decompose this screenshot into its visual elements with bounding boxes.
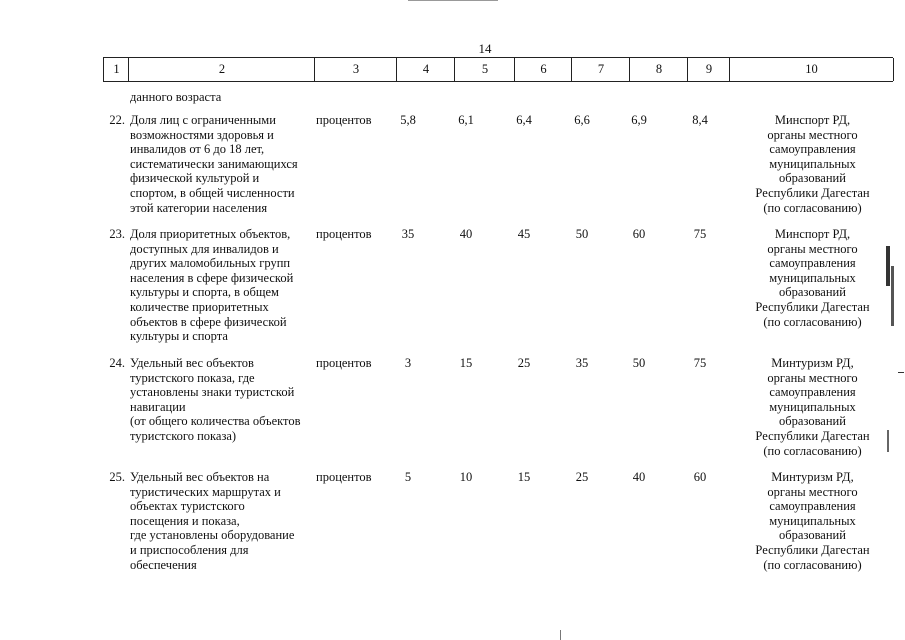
row-number: 25. [109,470,125,484]
header-col-4: 4 [396,58,455,81]
scan-artifact [898,372,904,373]
scan-artifact [887,430,889,452]
value-col-6: 25 [517,356,531,370]
value-col-9: 8,4 [692,113,708,127]
responsible-body: Минтуризм РД, органы местного самоуправления муниципальных образований Республики Дагестан (по согласованию) [755,470,870,572]
carry-over-text: данного возраста [130,90,222,104]
value-col-6: 6,4 [516,113,532,127]
unit: процентов [316,356,372,370]
value-col-7: 50 [575,227,589,241]
value-col-5: 10 [459,470,473,484]
header-col-2: 2 [128,58,315,81]
indicator-name: Доля приоритетных объектов, доступных для инвалидов и других маломобильных групп населения в сфере физической культуры и спорта, в общем количестве приоритетных объектов в сфере физической культуры и спорта [130,227,294,344]
responsible-body: Минспорт РД, органы местного самоуправления муниципальных образований Республики Дагестан (по согласованию) [755,113,870,215]
indicator-name: Доля лиц с ограниченными возможностями здоровья и инвалидов от 6 до 18 лет, систематически занимающихся физической культурой и спортом, в общей численности этой категории населения [130,113,298,215]
unit: процентов [316,113,372,127]
value-col-8: 6,9 [631,113,647,127]
value-col-9: 75 [693,356,707,370]
value-col-7: 6,6 [574,113,590,127]
page-number: 14 [478,41,492,56]
responsible-body: Минтуризм РД, органы местного самоуправления муниципальных образований Республики Дагестан (по согласованию) [755,356,870,458]
value-col-4: 35 [401,227,415,241]
header-col-7: 7 [571,58,630,81]
scan-artifact [408,0,498,1]
header-col-10: 10 [729,58,894,81]
value-col-8: 40 [632,470,646,484]
value-col-5: 40 [459,227,473,241]
header-col-6: 6 [514,58,572,81]
value-col-4: 5 [404,470,412,484]
value-col-5: 15 [459,356,473,370]
value-col-4: 3 [404,356,412,370]
value-col-6: 15 [517,470,531,484]
indicator-name: Удельный вес объектов туристского показа, где установлены знаки туристской навигации (от общего количества объектов туристского показа) [130,356,301,443]
value-col-6: 45 [517,227,531,241]
row-number: 23. [109,227,125,241]
value-col-9: 75 [693,227,707,241]
header-col-9: 9 [687,58,730,81]
row-number: 22. [109,113,125,127]
table-header [103,57,893,82]
row-number: 24. [109,356,125,370]
value-col-7: 25 [575,470,589,484]
header-col-5: 5 [454,58,515,81]
value-col-8: 50 [632,356,646,370]
value-col-5: 6,1 [458,113,474,127]
value-col-7: 35 [575,356,589,370]
value-col-8: 60 [632,227,646,241]
scan-artifact [886,246,890,286]
header-col-3: 3 [314,58,397,81]
unit: процентов [316,470,372,484]
value-col-4: 5,8 [400,113,416,127]
indicator-name: Удельный вес объектов на туристических маршрутах и объектах туристского посещения и показа, где установлены оборудование и приспособления для обеспечения [130,470,295,572]
unit: процентов [316,227,372,241]
scan-artifact [560,630,561,640]
value-col-9: 60 [693,470,707,484]
header-col-8: 8 [629,58,688,81]
scan-artifact [891,266,894,326]
responsible-body: Минспорт РД, органы местного самоуправления муниципальных образований Республики Дагестан (по согласованию) [755,227,870,329]
header-col-1: 1 [103,58,129,81]
